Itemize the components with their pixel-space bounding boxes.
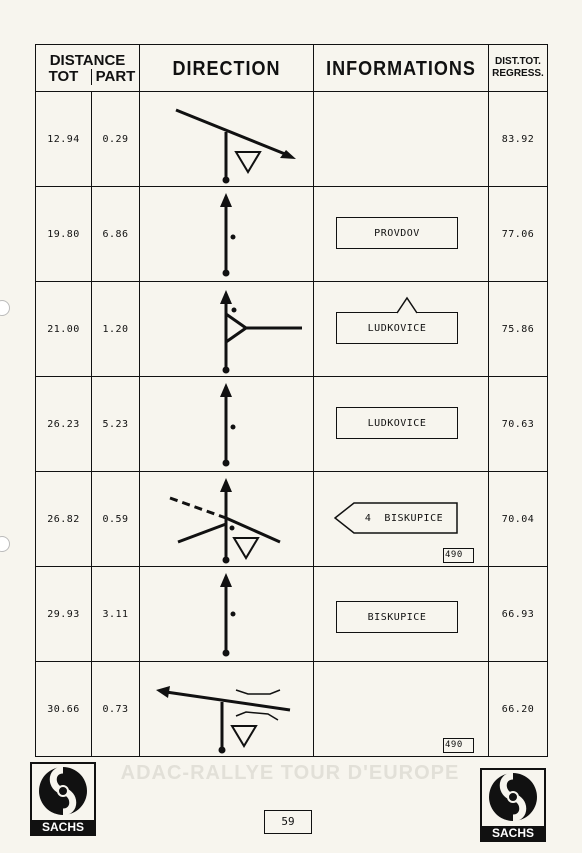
distance-part-cell: 3.11: [92, 567, 140, 662]
distance-tot-cell: 21.00: [36, 282, 92, 377]
sachs-emblem-icon: [32, 764, 94, 818]
regress-cell: 66.20: [489, 662, 548, 757]
reference-number-box: 490: [443, 738, 474, 753]
direction-cell: [140, 472, 314, 567]
table-row: [36, 187, 548, 282]
header-row: [36, 45, 548, 92]
faint-watermark-text: ADAC-RALLYE TOUR D'EUROPE: [120, 762, 460, 784]
sachs-logo-right: [480, 768, 546, 842]
roadbook-table: [35, 44, 548, 757]
distance-tot-cell: 19.80: [36, 187, 92, 282]
sign-peak-icon: [396, 296, 418, 314]
table-row: [36, 377, 548, 472]
direction-header: DIRECTION: [140, 45, 314, 92]
distance-label: DISTANCE: [49, 52, 126, 69]
information-cell: [314, 187, 489, 282]
table-row: [36, 567, 548, 662]
direction-cell: [140, 377, 314, 472]
distance-part-cell: 0.29: [92, 92, 140, 187]
tulip-diagram-straight-icon: [140, 377, 314, 471]
sachs-logo-left: [30, 762, 96, 836]
reference-number-box: 490: [443, 548, 474, 563]
direction-cell: [140, 567, 314, 662]
distance-tot-cell: 26.82: [36, 472, 92, 567]
direction-sign-text: 4 BISKUPICE: [364, 512, 444, 524]
page-number: 59: [264, 810, 312, 834]
distance-tot-cell: 26.23: [36, 377, 92, 472]
road-sign: BISKUPICE: [336, 601, 458, 633]
sachs-logo-text: SACHS: [32, 820, 94, 834]
information-cell: [314, 282, 489, 377]
tot-label: TOT: [36, 69, 92, 85]
distance-part-cell: 6.86: [92, 187, 140, 282]
regress-label: REGRESS.: [492, 68, 544, 79]
distance-tot-cell: 29.93: [36, 567, 92, 662]
punch-hole-bottom: [0, 536, 10, 552]
regress-cell: 66.93: [489, 567, 548, 662]
road-sign: LUDKOVICE: [336, 407, 458, 439]
distance-part-cell: 0.59: [92, 472, 140, 567]
direction-cell: [140, 187, 314, 282]
information-cell: [314, 472, 489, 567]
road-sign: PROVDOV: [336, 217, 458, 249]
distance-tot-cell: 12.94: [36, 92, 92, 187]
regress-cell: 75.86: [489, 282, 548, 377]
tulip-diagram-y-junction-icon: [140, 282, 314, 376]
table-row: [36, 472, 548, 567]
information-cell: [314, 662, 489, 757]
tulip-diagram-straight-icon: [140, 567, 314, 661]
tulip-diagram-crossroads-icon: [140, 472, 314, 566]
part-label: PART: [95, 68, 136, 85]
distance-tot-cell: 30.66: [36, 662, 92, 757]
punch-hole-top: [0, 300, 10, 316]
direction-cell: [140, 282, 314, 377]
information-cell: [314, 92, 489, 187]
information-cell: [314, 567, 489, 662]
distance-part-cell: 5.23: [92, 377, 140, 472]
regress-cell: 83.92: [489, 92, 548, 187]
distance-part-cell: 0.73: [92, 662, 140, 757]
information-cell: [314, 377, 489, 472]
sachs-logo-text: SACHS: [482, 826, 544, 840]
informations-header: INFORMATIONS: [314, 45, 489, 92]
dist-tot-regress-header: [489, 45, 548, 92]
direction-cell: [140, 662, 314, 757]
distance-part-cell: 1.20: [92, 282, 140, 377]
tulip-diagram-keep-right-icon: [140, 92, 314, 186]
distance-header: [36, 45, 140, 92]
regress-cell: 70.04: [489, 472, 548, 567]
table-row: [36, 662, 548, 757]
tulip-diagram-turn-left-bridge-icon: [140, 662, 314, 756]
table-row: [36, 282, 548, 377]
sachs-emblem-icon: [482, 770, 544, 824]
regress-cell: 77.06: [489, 187, 548, 282]
direction-cell: [140, 92, 314, 187]
regress-cell: 70.63: [489, 377, 548, 472]
road-sign-pointed: LUDKOVICE: [336, 312, 458, 344]
tulip-diagram-straight-icon: [140, 187, 314, 281]
dist-tot-label: DIST.TOT.: [495, 56, 541, 67]
table-row: [36, 92, 548, 187]
